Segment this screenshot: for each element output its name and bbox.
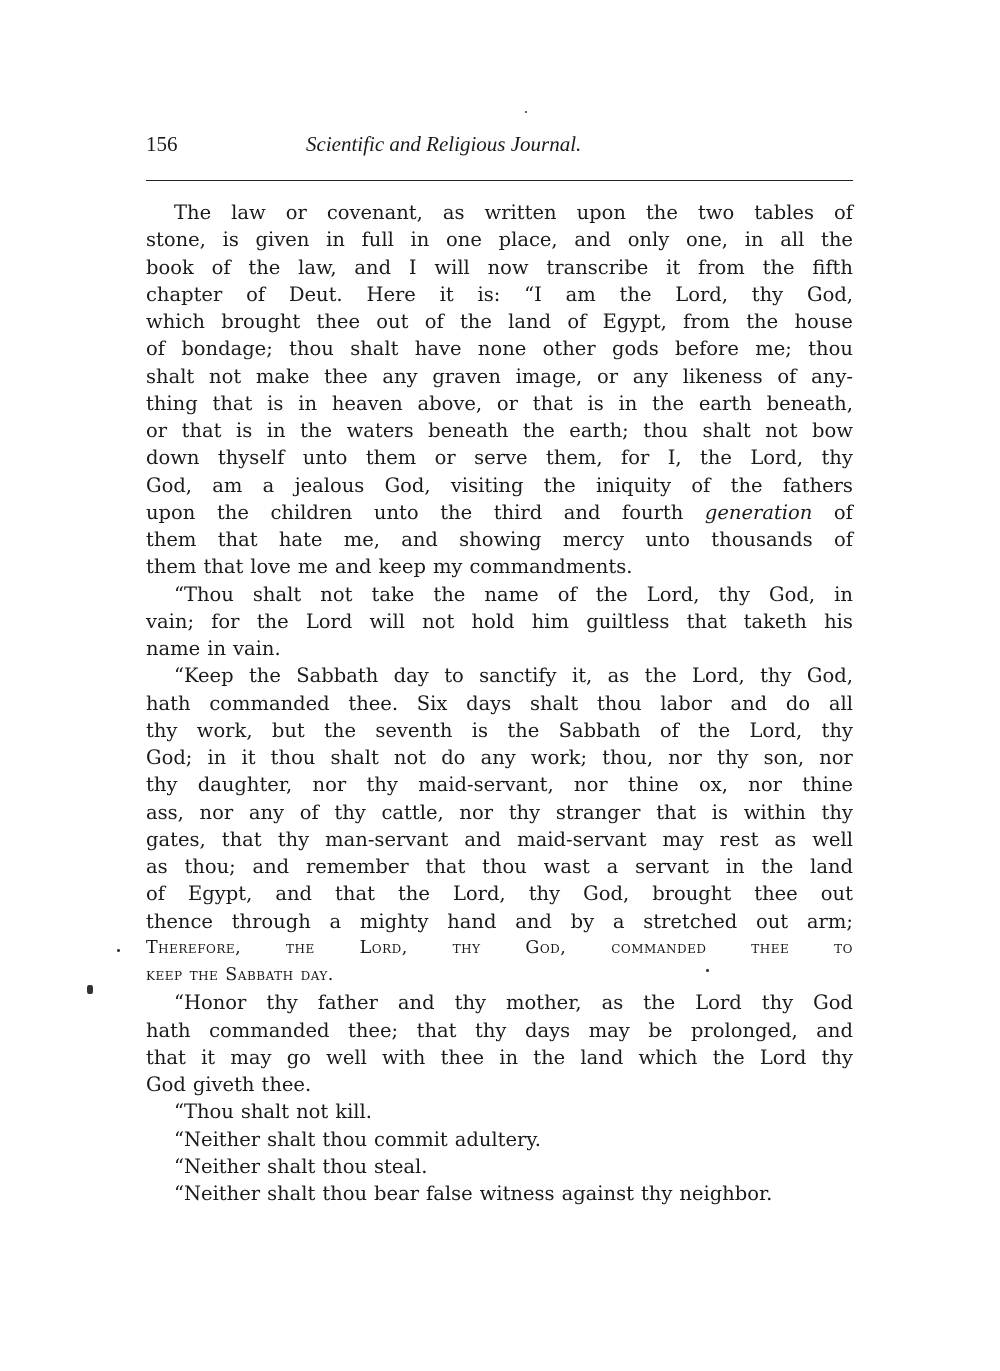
ink-speck	[87, 985, 93, 994]
text-line: book of the law, and I will now transcribe it from the fifth	[146, 255, 853, 279]
text-line: them that love me and keep my commandments.	[146, 555, 633, 579]
text-line: vain; for the Lord will not hold him guiltless that taketh his	[146, 609, 853, 633]
text-line: them that hate me, and showing mercy unto thousands of	[146, 528, 853, 551]
text-line: which brought thee out of the land of Egypt, from the house	[146, 310, 853, 333]
text-line: God; in it thou shalt not do any work; thou, nor thy son, nor	[146, 746, 853, 769]
body-text	[146, 199, 853, 1207]
text-line: thy daughter, nor thy maid-servant, nor thine ox, nor thine	[146, 773, 853, 797]
text-line: “Neither shalt thou steal.	[174, 1154, 428, 1178]
text-line: “Neither shalt thou commit adultery.	[174, 1127, 541, 1151]
text-line: God giveth thee.	[146, 1073, 312, 1096]
text-line: or that is in the waters beneath the earth; thou shalt not bow	[146, 419, 853, 442]
text-line: Therefore, the Lord, thy God, commanded thee to	[146, 937, 853, 958]
text-line: “Thou shalt not kill.	[174, 1100, 372, 1124]
text-line: down thyself unto them or serve them, for I, the Lord, thy	[146, 446, 853, 470]
text-line: of Egypt, and that the Lord, thy God, brought thee out	[146, 882, 853, 906]
text-line: “Keep the Sabbath day to sanctify it, as the Lord, thy God,	[174, 664, 853, 688]
text-line: God, am a jealous God, visiting the iniquity of the fathers	[146, 473, 853, 497]
ink-speck	[525, 111, 527, 113]
text-line: gates, that thy man-servant and maid-servant may rest as well	[146, 827, 853, 851]
ink-speck	[117, 949, 120, 952]
text-line: thence through a mighty hand and by a stretched out arm;	[146, 909, 853, 933]
header-rule	[146, 180, 853, 181]
text-line: of bondage; thou shalt have none other gods before me; thou	[146, 337, 853, 361]
running-header	[146, 132, 853, 168]
text-line: hath commanded thee; that thy days may be prolonged, and	[146, 1018, 853, 1042]
text-line: thing that is in heaven above, or that is in the earth beneath,	[146, 391, 853, 415]
text-line: thy work, but the seventh is the Sabbath of the Lord, thy	[146, 718, 853, 742]
text-line: shalt not make thee any graven image, or any likeness of any-	[146, 364, 853, 388]
text-line: “Neither shalt thou bear false witness against thy neighbor.	[174, 1182, 773, 1205]
text-line: “Thou shalt not take the name of the Lord, thy God, in	[174, 582, 853, 606]
text-line: keep the Sabbath day.	[146, 965, 334, 985]
page-number: 156	[146, 132, 178, 156]
text-line: that it may go well with thee in the land which the Lord thy	[146, 1045, 853, 1069]
ink-speck	[706, 969, 709, 972]
text-line: as thou; and remember that thou wast a servant in the land	[146, 855, 853, 878]
text-line: hath commanded thee. Six days shalt thou labor and do all	[146, 691, 853, 715]
running-title: Scientific and Religious Journal.	[306, 132, 582, 156]
text-line: chapter of Deut. Here it is: “I am the Lord, thy God,	[146, 282, 853, 306]
text-line: The law or covenant, as written upon the two tables of	[174, 201, 853, 224]
text-line: “Honor thy father and thy mother, as the Lord thy God	[174, 991, 853, 1015]
text-line: upon the children unto the third and fourth generation of	[146, 500, 853, 524]
text-line: stone, is given in full in one place, and only one, in all the	[146, 228, 853, 252]
text-line: name in vain.	[146, 637, 281, 660]
text-line: ass, nor any of thy cattle, nor thy stranger that is within thy	[146, 800, 853, 824]
